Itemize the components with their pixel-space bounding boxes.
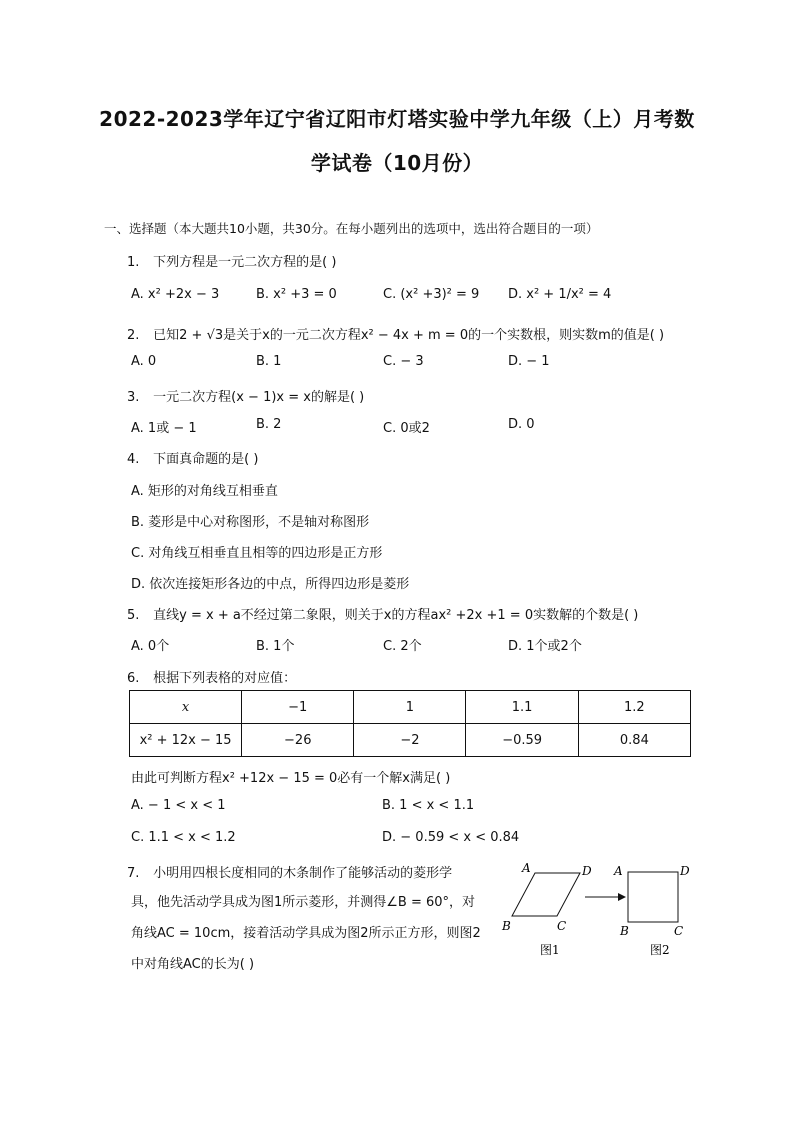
q4-option-c[interactable]: C. 对角线互相垂直且相等的四边形是正方形	[131, 546, 383, 561]
question-3	[127, 386, 364, 405]
question-stem: 一元二次方程(x − 1)x = x的解是( )	[153, 390, 365, 405]
label-d-fig2: D	[680, 864, 690, 878]
q1-option-c[interactable]: C. (x² +3)² = 9	[383, 287, 480, 302]
q6-option-c[interactable]: C. 1.1 < x < 1.2	[131, 830, 236, 845]
q3-option-b[interactable]: B. 2	[256, 417, 282, 432]
table-row	[130, 724, 691, 757]
q6-option-d[interactable]: D. − 0.59 < x < 0.84	[382, 830, 520, 845]
q2-option-b[interactable]: B. 1	[256, 354, 282, 369]
q1-option-b[interactable]: B. x² +3 = 0	[256, 287, 337, 302]
q2-option-c[interactable]: C. − 3	[383, 354, 424, 369]
q1-option-a[interactable]: A. x² +2x − 3	[131, 287, 220, 302]
table-cell: 1.2	[578, 691, 690, 724]
rhombus-square-figure	[500, 858, 700, 958]
table-cell: −2	[354, 724, 466, 757]
table-cell: −0.59	[466, 724, 578, 757]
question-4	[127, 448, 258, 467]
label-b-fig1: B	[502, 919, 511, 933]
section-heading: 一、选择题（本大题共10小题，共30分。在每小题列出的选项中，选出符合题目的一项）	[104, 221, 599, 236]
question-number: 1.	[127, 255, 140, 270]
question-stem: 直线y = x + a不经过第二象限，则关于x的方程ax² +2x +1 = 0实数解的个数是( )	[153, 608, 639, 623]
question-number: 6.	[127, 671, 140, 686]
question-number: 7.	[127, 866, 140, 881]
table-cell: x	[130, 691, 242, 724]
label-c-fig2: C	[674, 924, 684, 938]
question-5	[127, 604, 638, 623]
label-a-fig2: A	[614, 864, 623, 878]
question-stem: 下列方程是一元二次方程的是( )	[153, 255, 337, 270]
rhombus-shape	[512, 873, 580, 916]
label-d-fig1: D	[582, 864, 592, 878]
q7-stem-line-3: 角线AC = 10cm，接着活动学具成为图2所示正方形，则图2	[131, 926, 481, 941]
question-number: 2.	[127, 328, 140, 343]
table-cell: x² + 12x − 15	[130, 724, 242, 757]
q5-option-d[interactable]: D. 1个或2个	[508, 639, 582, 654]
table-cell: −26	[242, 724, 354, 757]
q3-option-d[interactable]: D. 0	[508, 417, 535, 432]
q6-option-b[interactable]: B. 1 < x < 1.1	[382, 798, 475, 813]
q6-follow-up: 由此可判断方程x² +12x − 15 = 0必有一个解x满足( )	[131, 771, 451, 786]
label-c-fig1: C	[557, 919, 567, 933]
table-cell: 1	[354, 691, 466, 724]
value-table	[129, 690, 691, 757]
page-title-line1: 2022-2023学年辽宁省辽阳市灯塔实验中学九年级（上）月考数	[99, 107, 695, 131]
question-1	[127, 251, 336, 270]
table-cell: 1.1	[466, 691, 578, 724]
label-a-fig1: A	[522, 861, 531, 875]
table-cell: −1	[242, 691, 354, 724]
square-shape	[628, 872, 678, 922]
label-b-fig2: B	[620, 924, 629, 938]
q4-option-a[interactable]: A. 矩形的对角线互相垂直	[131, 484, 278, 499]
q2-option-d[interactable]: D. − 1	[508, 354, 550, 369]
question-stem: 已知2 + √3是关于x的一元二次方程x² − 4x + m = 0的一个实数根，则实数m的值是( )	[153, 328, 665, 343]
arrow-right-icon	[618, 893, 626, 901]
q5-option-b[interactable]: B. 1个	[256, 639, 295, 654]
q1-option-d[interactable]: D. x² + 1/x² = 4	[508, 287, 612, 302]
question-2	[127, 324, 664, 343]
q7-stem-line-4: 中对角线AC的长为( )	[131, 957, 255, 972]
question-6	[127, 667, 296, 686]
question-stem: 根据下列表格的对应值：	[153, 671, 297, 686]
figure-1-caption: 图1	[540, 943, 560, 957]
q3-option-a[interactable]: A. 1或 − 1	[131, 421, 197, 436]
q2-option-a[interactable]: A. 0	[131, 354, 157, 369]
q5-option-c[interactable]: C. 2个	[383, 639, 422, 654]
question-stem: 下面真命题的是( )	[153, 452, 259, 467]
table-row	[130, 691, 691, 724]
figure-2-caption: 图2	[650, 943, 670, 957]
question-stem: 小明用四根长度相同的木条制作了能够活动的菱形学	[153, 866, 453, 881]
question-number: 5.	[127, 608, 140, 623]
table-cell: 0.84	[578, 724, 690, 757]
q3-option-c[interactable]: C. 0或2	[383, 421, 430, 436]
q4-option-d[interactable]: D. 依次连接矩形各边的中点，所得四边形是菱形	[131, 577, 410, 592]
q5-option-a[interactable]: A. 0个	[131, 639, 170, 654]
page-title-line2: 学试卷（10月份）	[310, 151, 484, 175]
question-7	[127, 862, 452, 881]
q4-option-b[interactable]: B. 菱形是中心对称图形，不是轴对称图形	[131, 515, 370, 530]
q6-option-a[interactable]: A. − 1 < x < 1	[131, 798, 226, 813]
q7-stem-line-2: 具，他先活动学具成为图1所示菱形，并测得∠B = 60°，对	[131, 895, 476, 910]
question-number: 4.	[127, 452, 140, 467]
question-number: 3.	[127, 390, 140, 405]
